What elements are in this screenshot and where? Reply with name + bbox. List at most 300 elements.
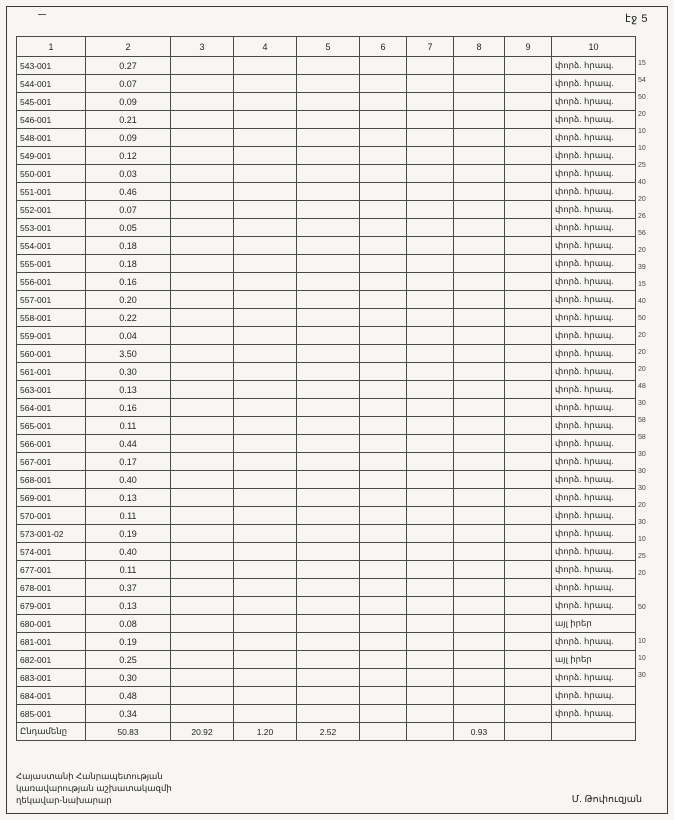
cell-note: փորձ. հրապ. — [552, 687, 636, 705]
cell-col9 — [505, 633, 552, 651]
cell-col5 — [297, 381, 360, 399]
cell-col4 — [234, 489, 297, 507]
cell-col2: 0.40 — [86, 471, 171, 489]
cell-col2: 0.25 — [86, 651, 171, 669]
cell-col3 — [171, 309, 234, 327]
total-col5: 2.52 — [297, 723, 360, 741]
cell-col4 — [234, 579, 297, 597]
cell-col9 — [505, 399, 552, 417]
cell-code: 685-001 — [17, 705, 86, 723]
cell-code: 557-001 — [17, 291, 86, 309]
cell-col9 — [505, 525, 552, 543]
cell-note: փորձ. հրապ. — [552, 201, 636, 219]
cell-col8 — [454, 435, 505, 453]
top-tick-mark — [38, 14, 46, 15]
cell-col7 — [407, 417, 454, 435]
cell-col2: 0.21 — [86, 111, 171, 129]
table-row — [17, 651, 636, 669]
cell-col4 — [234, 291, 297, 309]
cell-note: փորձ. հրապ. — [552, 705, 636, 723]
margin-note — [638, 616, 664, 633]
table-body — [17, 57, 636, 741]
cell-col9 — [505, 561, 552, 579]
cell-note: փորձ. հրապ. — [552, 633, 636, 651]
table-row — [17, 471, 636, 489]
cell-col7 — [407, 615, 454, 633]
cell-col7 — [407, 237, 454, 255]
total-col2: 50.83 — [86, 723, 171, 741]
cell-col7 — [407, 363, 454, 381]
cell-col7 — [407, 201, 454, 219]
cell-col5 — [297, 489, 360, 507]
cell-code: 568-001 — [17, 471, 86, 489]
cell-col9 — [505, 93, 552, 111]
cell-col9 — [505, 453, 552, 471]
cell-note: փորձ. հրապ. — [552, 363, 636, 381]
cell-col6 — [360, 705, 407, 723]
cell-col8 — [454, 381, 505, 399]
cell-col9 — [505, 579, 552, 597]
table-row — [17, 435, 636, 453]
cell-col7 — [407, 489, 454, 507]
cell-col9 — [505, 381, 552, 399]
cell-col4 — [234, 165, 297, 183]
cell-col2: 0.11 — [86, 507, 171, 525]
cell-col6 — [360, 435, 407, 453]
cell-col2: 0.16 — [86, 273, 171, 291]
cell-code: 559-001 — [17, 327, 86, 345]
cell-col8 — [454, 453, 505, 471]
cell-col5 — [297, 75, 360, 93]
margin-note: 30 — [638, 468, 646, 475]
cell-col7 — [407, 129, 454, 147]
cell-col5 — [297, 111, 360, 129]
cell-col3 — [171, 705, 234, 723]
cell-col6 — [360, 291, 407, 309]
cell-col8 — [454, 417, 505, 435]
cell-col5 — [297, 669, 360, 687]
cell-col6 — [360, 111, 407, 129]
cell-code: 561-001 — [17, 363, 86, 381]
cell-col7 — [407, 57, 454, 75]
total-label: Ընդամենը — [17, 723, 86, 741]
column-header-10: 10 — [552, 37, 636, 57]
cell-note: փորձ. հրապ. — [552, 111, 636, 129]
column-header-9: 9 — [505, 37, 552, 57]
table-row — [17, 345, 636, 363]
margin-note: 30 — [638, 485, 646, 492]
footer-signature-name: Մ. Թոփուզյան — [571, 794, 642, 805]
cell-col8 — [454, 489, 505, 507]
cell-col6 — [360, 93, 407, 111]
table-row — [17, 597, 636, 615]
cell-code: 544-001 — [17, 75, 86, 93]
cell-col8 — [454, 327, 505, 345]
cell-col2: 0.04 — [86, 327, 171, 345]
cell-col3 — [171, 435, 234, 453]
table-row — [17, 561, 636, 579]
cell-col2: 0.08 — [86, 615, 171, 633]
cell-col6 — [360, 273, 407, 291]
cell-code: 550-001 — [17, 165, 86, 183]
margin-note: 10 — [638, 655, 646, 662]
cell-col9 — [505, 507, 552, 525]
margin-note: 30 — [638, 519, 646, 526]
margin-note: 15 — [638, 60, 646, 67]
cell-col2: 0.34 — [86, 705, 171, 723]
cell-col5 — [297, 129, 360, 147]
cell-col6 — [360, 147, 407, 165]
cell-code: 679-001 — [17, 597, 86, 615]
cell-col8 — [454, 309, 505, 327]
cell-col2: 0.11 — [86, 561, 171, 579]
cell-col4 — [234, 129, 297, 147]
margin-note: 48 — [638, 383, 646, 390]
cell-col8 — [454, 597, 505, 615]
cell-code: 560-001 — [17, 345, 86, 363]
cell-col5 — [297, 237, 360, 255]
cell-code: 553-001 — [17, 219, 86, 237]
cell-col5 — [297, 363, 360, 381]
cell-col3 — [171, 399, 234, 417]
cell-col9 — [505, 345, 552, 363]
margin-note: 30 — [638, 400, 646, 407]
cell-note: փորձ. հրապ. — [552, 453, 636, 471]
cell-col6 — [360, 597, 407, 615]
cell-code: 551-001 — [17, 183, 86, 201]
total-col8: 0.93 — [454, 723, 505, 741]
cell-col5 — [297, 273, 360, 291]
cell-col5 — [297, 165, 360, 183]
table-row — [17, 183, 636, 201]
cell-col8 — [454, 345, 505, 363]
cell-col4 — [234, 255, 297, 273]
cell-col8 — [454, 93, 505, 111]
cell-col9 — [505, 273, 552, 291]
cell-col6 — [360, 255, 407, 273]
table-row — [17, 669, 636, 687]
cell-note: փորձ. հրապ. — [552, 345, 636, 363]
table-header-row — [17, 37, 636, 57]
footer-line-1: Հայաստանի Հանրապետության — [16, 771, 163, 781]
cell-col9 — [505, 489, 552, 507]
margin-note: 50 — [638, 315, 646, 322]
cell-col9 — [505, 129, 552, 147]
cell-col6 — [360, 219, 407, 237]
cell-col5 — [297, 219, 360, 237]
cell-col7 — [407, 507, 454, 525]
cell-code: 573-001-02 — [17, 525, 86, 543]
cell-col6 — [360, 129, 407, 147]
table-row — [17, 633, 636, 651]
cell-col9 — [505, 291, 552, 309]
cell-col3 — [171, 471, 234, 489]
cell-col3 — [171, 363, 234, 381]
cell-col6 — [360, 453, 407, 471]
margin-note: 40 — [638, 298, 646, 305]
cell-col7 — [407, 597, 454, 615]
table-row — [17, 93, 636, 111]
cell-col9 — [505, 417, 552, 435]
cell-note: փորձ. հրապ. — [552, 399, 636, 417]
cell-col2: 0.37 — [86, 579, 171, 597]
cell-col3 — [171, 615, 234, 633]
cell-col8 — [454, 579, 505, 597]
cell-col3 — [171, 633, 234, 651]
table-row — [17, 543, 636, 561]
cell-col5 — [297, 705, 360, 723]
cell-col4 — [234, 651, 297, 669]
cell-col6 — [360, 561, 407, 579]
cell-col7 — [407, 165, 454, 183]
total-note — [552, 723, 636, 741]
cell-note: փորձ. հրապ. — [552, 327, 636, 345]
table-row — [17, 237, 636, 255]
cell-col5 — [297, 471, 360, 489]
cell-note: փորձ. հրապ. — [552, 669, 636, 687]
table-row — [17, 507, 636, 525]
cell-col2: 0.22 — [86, 309, 171, 327]
cell-col9 — [505, 75, 552, 93]
table-row — [17, 255, 636, 273]
cell-col2: 0.18 — [86, 237, 171, 255]
cell-col4 — [234, 435, 297, 453]
cell-col8 — [454, 363, 505, 381]
cell-note: փորձ. հրապ. — [552, 237, 636, 255]
cell-code: 558-001 — [17, 309, 86, 327]
margin-note: 15 — [638, 281, 646, 288]
cell-note: փորձ. հրապ. — [552, 147, 636, 165]
cell-col4 — [234, 687, 297, 705]
margin-note: 20 — [638, 247, 646, 254]
cell-col9 — [505, 363, 552, 381]
cell-col2: 0.30 — [86, 669, 171, 687]
cell-col4 — [234, 363, 297, 381]
cell-col8 — [454, 669, 505, 687]
table-total-row — [17, 723, 636, 741]
cell-col6 — [360, 381, 407, 399]
table-row — [17, 399, 636, 417]
cell-col7 — [407, 579, 454, 597]
cell-col6 — [360, 489, 407, 507]
cell-col5 — [297, 57, 360, 75]
cell-col7 — [407, 309, 454, 327]
cell-col6 — [360, 183, 407, 201]
cell-col3 — [171, 327, 234, 345]
cell-col8 — [454, 651, 505, 669]
cell-col3 — [171, 489, 234, 507]
cell-col4 — [234, 273, 297, 291]
margin-note: 54 — [638, 77, 646, 84]
cell-note: փորձ. հրապ. — [552, 219, 636, 237]
cell-col8 — [454, 219, 505, 237]
cell-note: փորձ. հրապ. — [552, 183, 636, 201]
cell-code: 555-001 — [17, 255, 86, 273]
cell-col5 — [297, 93, 360, 111]
cell-col9 — [505, 183, 552, 201]
margin-note: 10 — [638, 128, 646, 135]
cell-col6 — [360, 543, 407, 561]
cell-col2: 0.16 — [86, 399, 171, 417]
cell-col5 — [297, 633, 360, 651]
cell-col7 — [407, 543, 454, 561]
cell-col2: 0.19 — [86, 633, 171, 651]
cell-col8 — [454, 183, 505, 201]
cell-col8 — [454, 561, 505, 579]
cell-col2: 0.18 — [86, 255, 171, 273]
footer-signatory-block — [16, 770, 416, 806]
right-margin-notes — [638, 36, 664, 684]
margin-note: 20 — [638, 196, 646, 203]
cell-col2: 0.13 — [86, 381, 171, 399]
cell-col3 — [171, 111, 234, 129]
cell-col7 — [407, 399, 454, 417]
cell-col8 — [454, 525, 505, 543]
cell-code: 684-001 — [17, 687, 86, 705]
margin-note-header-spacer — [638, 36, 664, 55]
table-row — [17, 489, 636, 507]
cell-col2: 0.19 — [86, 525, 171, 543]
cell-col6 — [360, 363, 407, 381]
cell-col3 — [171, 219, 234, 237]
cell-note: այլ իրեր — [552, 615, 636, 633]
cell-col5 — [297, 615, 360, 633]
cell-col3 — [171, 165, 234, 183]
cell-note: փորձ. հրապ. — [552, 381, 636, 399]
cell-col6 — [360, 633, 407, 651]
margin-note — [638, 582, 664, 599]
cell-col8 — [454, 615, 505, 633]
cell-col8 — [454, 147, 505, 165]
cell-col7 — [407, 183, 454, 201]
cell-col2: 0.44 — [86, 435, 171, 453]
footer-line-2: կառավարության աշխատակազմի — [16, 783, 172, 793]
cell-col7 — [407, 453, 454, 471]
cell-col5 — [297, 291, 360, 309]
cell-col3 — [171, 345, 234, 363]
cell-col6 — [360, 309, 407, 327]
cell-col2: 0.07 — [86, 201, 171, 219]
margin-note: 58 — [638, 417, 646, 424]
cell-col5 — [297, 309, 360, 327]
cell-col8 — [454, 543, 505, 561]
cell-col3 — [171, 255, 234, 273]
cell-col6 — [360, 687, 407, 705]
cell-col7 — [407, 561, 454, 579]
cell-col9 — [505, 327, 552, 345]
cell-col7 — [407, 651, 454, 669]
cell-col2: 0.05 — [86, 219, 171, 237]
cell-col8 — [454, 255, 505, 273]
cell-col3 — [171, 147, 234, 165]
cell-col4 — [234, 561, 297, 579]
cell-col6 — [360, 327, 407, 345]
cell-col8 — [454, 507, 505, 525]
cell-col4 — [234, 183, 297, 201]
data-table-wrapper — [16, 36, 636, 741]
cell-col4 — [234, 93, 297, 111]
cell-col9 — [505, 165, 552, 183]
footer-line-3: ղեկավար-նախարար — [16, 795, 112, 805]
margin-note: 20 — [638, 366, 646, 373]
cell-col8 — [454, 201, 505, 219]
cell-col7 — [407, 147, 454, 165]
cell-col2: 0.30 — [86, 363, 171, 381]
cell-col6 — [360, 165, 407, 183]
cell-col5 — [297, 543, 360, 561]
cell-note: փորձ. հրապ. — [552, 417, 636, 435]
cell-col2: 3.50 — [86, 345, 171, 363]
cell-col8 — [454, 273, 505, 291]
cell-note: փորձ. հրապ. — [552, 489, 636, 507]
cell-col6 — [360, 75, 407, 93]
table-row — [17, 273, 636, 291]
cell-note: փորձ. հրապ. — [552, 561, 636, 579]
cell-col4 — [234, 417, 297, 435]
table-row — [17, 381, 636, 399]
cell-col6 — [360, 669, 407, 687]
cell-col7 — [407, 75, 454, 93]
margin-note: 20 — [638, 502, 646, 509]
cell-col4 — [234, 219, 297, 237]
cell-col4 — [234, 615, 297, 633]
cell-col2: 0.07 — [86, 75, 171, 93]
cell-col7 — [407, 435, 454, 453]
cell-col3 — [171, 75, 234, 93]
cell-col4 — [234, 309, 297, 327]
cell-col7 — [407, 471, 454, 489]
cell-col6 — [360, 651, 407, 669]
cell-col8 — [454, 57, 505, 75]
cell-col4 — [234, 147, 297, 165]
cell-col9 — [505, 669, 552, 687]
margin-note: 25 — [638, 553, 646, 560]
cell-code: 549-001 — [17, 147, 86, 165]
table-row — [17, 165, 636, 183]
cell-col7 — [407, 687, 454, 705]
cell-col6 — [360, 57, 407, 75]
cell-col6 — [360, 507, 407, 525]
table-row — [17, 579, 636, 597]
table-row — [17, 615, 636, 633]
cell-code: 563-001 — [17, 381, 86, 399]
cell-note: փորձ. հրապ. — [552, 291, 636, 309]
cell-col8 — [454, 687, 505, 705]
margin-note: 20 — [638, 332, 646, 339]
cell-col3 — [171, 543, 234, 561]
cell-col6 — [360, 525, 407, 543]
cell-col9 — [505, 435, 552, 453]
column-header-4: 4 — [234, 37, 297, 57]
margin-note: 25 — [638, 162, 646, 169]
cell-col5 — [297, 525, 360, 543]
cell-col3 — [171, 507, 234, 525]
cell-col3 — [171, 561, 234, 579]
cell-col9 — [505, 309, 552, 327]
cell-note: փորձ. հրապ. — [552, 165, 636, 183]
table-row — [17, 219, 636, 237]
cell-col4 — [234, 111, 297, 129]
table-row — [17, 147, 636, 165]
cell-code: 545-001 — [17, 93, 86, 111]
cell-col7 — [407, 381, 454, 399]
table-row — [17, 525, 636, 543]
cell-code: 570-001 — [17, 507, 86, 525]
cell-code: 565-001 — [17, 417, 86, 435]
table-row — [17, 363, 636, 381]
cell-col3 — [171, 417, 234, 435]
cell-note: այլ իրեր — [552, 651, 636, 669]
